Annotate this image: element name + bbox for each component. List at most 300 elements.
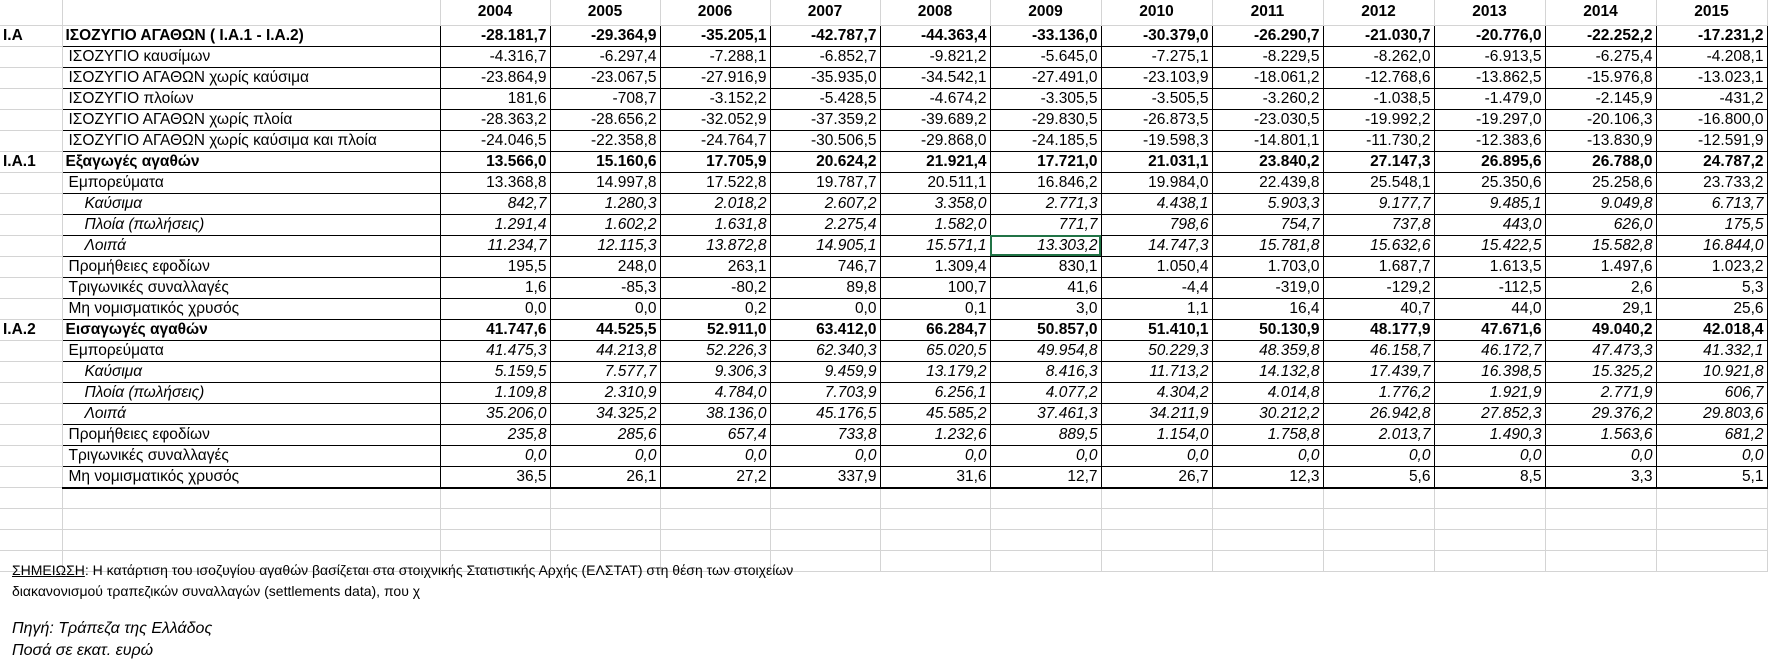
empty-cell[interactable]	[440, 530, 550, 551]
year-header-2013[interactable]: 2013	[1434, 0, 1545, 25]
value-cell[interactable]: -431,2	[1656, 88, 1767, 109]
value-cell[interactable]: -24.046,5	[440, 130, 550, 151]
row-label-cell[interactable]: ΙΣΟΖΥΓΙΟ ΑΓΑΘΩΝ χωρίς καύσιμα και πλοία	[62, 130, 440, 151]
value-cell[interactable]: 15.571,1	[880, 235, 990, 256]
value-cell[interactable]: -29.830,5	[990, 109, 1101, 130]
value-cell[interactable]: 50.229,3	[1101, 340, 1212, 361]
row-code-cell[interactable]	[0, 403, 62, 424]
row-label-cell[interactable]: Λοιπά	[62, 403, 440, 424]
value-cell[interactable]: 626,0	[1545, 214, 1656, 235]
value-cell[interactable]: -18.061,2	[1212, 67, 1323, 88]
value-cell[interactable]: -33.136,0	[990, 25, 1101, 46]
value-cell[interactable]: 46.172,7	[1434, 340, 1545, 361]
row-code-cell[interactable]: I.A.1	[0, 151, 62, 172]
row-code-cell[interactable]	[0, 130, 62, 151]
value-cell[interactable]: -7.288,1	[660, 46, 770, 67]
value-cell[interactable]: 3.358,0	[880, 193, 990, 214]
value-cell[interactable]: 0,0	[1545, 445, 1656, 466]
value-cell[interactable]: 26,7	[1101, 466, 1212, 488]
value-cell[interactable]: 0,0	[1434, 445, 1545, 466]
value-cell[interactable]: 5,3	[1656, 277, 1767, 298]
row-label-cell[interactable]: Μη νομισματικός χρυσός	[62, 298, 440, 319]
empty-cell[interactable]	[770, 488, 880, 509]
row-code-cell[interactable]	[0, 256, 62, 277]
value-cell[interactable]: 0,0	[550, 298, 660, 319]
value-cell[interactable]: 175,5	[1656, 214, 1767, 235]
row-label-cell[interactable]: Πλοία (πωλήσεις)	[62, 214, 440, 235]
value-cell[interactable]: -4,4	[1101, 277, 1212, 298]
value-cell[interactable]: 746,7	[770, 256, 880, 277]
year-header-2006[interactable]: 2006	[660, 0, 770, 25]
value-cell[interactable]: 0,0	[990, 445, 1101, 466]
value-cell[interactable]: 23.733,2	[1656, 172, 1767, 193]
value-cell[interactable]: 34.325,2	[550, 403, 660, 424]
empty-cell[interactable]	[990, 551, 1101, 572]
value-cell[interactable]: 16.398,5	[1434, 361, 1545, 382]
value-cell[interactable]: 12.115,3	[550, 235, 660, 256]
value-cell[interactable]: 100,7	[880, 277, 990, 298]
value-cell[interactable]: 1.023,2	[1656, 256, 1767, 277]
empty-cell[interactable]	[1434, 551, 1545, 572]
value-cell[interactable]: 5,1	[1656, 466, 1767, 488]
value-cell[interactable]: -708,7	[550, 88, 660, 109]
value-cell[interactable]: 29,1	[1545, 298, 1656, 319]
empty-cell[interactable]	[1656, 551, 1767, 572]
value-cell[interactable]: -23.864,9	[440, 67, 550, 88]
value-cell[interactable]: -28.181,7	[440, 25, 550, 46]
value-cell[interactable]: 47.473,3	[1545, 340, 1656, 361]
row-label-cell[interactable]: Εμπορεύματα	[62, 340, 440, 361]
value-cell[interactable]: -3.505,5	[1101, 88, 1212, 109]
empty-cell[interactable]	[1212, 551, 1323, 572]
value-cell[interactable]: 2.310,9	[550, 382, 660, 403]
value-cell[interactable]: -21.030,7	[1323, 25, 1434, 46]
empty-cell[interactable]	[880, 509, 990, 530]
value-cell[interactable]: 26,1	[550, 466, 660, 488]
value-cell[interactable]: 1.309,4	[880, 256, 990, 277]
value-cell[interactable]: 0,0	[1101, 445, 1212, 466]
value-cell[interactable]: -35.205,1	[660, 25, 770, 46]
row-label-cell[interactable]: Προμήθειες εφοδίων	[62, 424, 440, 445]
value-cell[interactable]: 1.109,8	[440, 382, 550, 403]
empty-cell[interactable]	[550, 530, 660, 551]
empty-cell[interactable]	[1434, 488, 1545, 509]
value-cell[interactable]: 1.582,0	[880, 214, 990, 235]
value-cell[interactable]: 337,9	[770, 466, 880, 488]
value-cell[interactable]: 195,5	[440, 256, 550, 277]
value-cell[interactable]: 17.522,8	[660, 172, 770, 193]
value-cell[interactable]: 842,7	[440, 193, 550, 214]
value-cell[interactable]: -20.106,3	[1545, 109, 1656, 130]
value-cell[interactable]: 13.368,8	[440, 172, 550, 193]
value-cell[interactable]: -2.145,9	[1545, 88, 1656, 109]
value-cell[interactable]: 65.020,5	[880, 340, 990, 361]
value-cell[interactable]: 25,6	[1656, 298, 1767, 319]
value-cell[interactable]: 1.050,4	[1101, 256, 1212, 277]
row-code-cell[interactable]	[0, 214, 62, 235]
value-cell[interactable]: 46.158,7	[1323, 340, 1434, 361]
empty-cell[interactable]	[550, 509, 660, 530]
value-cell[interactable]: -24.185,5	[990, 130, 1101, 151]
row-label-cell[interactable]: Καύσιμα	[62, 361, 440, 382]
value-cell[interactable]: 15.781,8	[1212, 235, 1323, 256]
value-cell[interactable]: -80,2	[660, 277, 770, 298]
value-cell[interactable]: 1.631,8	[660, 214, 770, 235]
value-cell[interactable]: -85,3	[550, 277, 660, 298]
row-label-cell[interactable]: Εισαγωγές αγαθών	[62, 319, 440, 340]
value-cell[interactable]: 45.585,2	[880, 403, 990, 424]
row-label-cell[interactable]: ΙΣΟΖΥΓΙΟ ΑΓΑΘΩΝ ( I.A.1 - I.A.2)	[62, 25, 440, 46]
value-cell[interactable]: -28.656,2	[550, 109, 660, 130]
value-cell[interactable]: 10.921,8	[1656, 361, 1767, 382]
value-cell[interactable]: -13.862,5	[1434, 67, 1545, 88]
value-cell[interactable]: -19.297,0	[1434, 109, 1545, 130]
value-cell[interactable]: -1.479,0	[1434, 88, 1545, 109]
empty-cell[interactable]	[1656, 509, 1767, 530]
value-cell[interactable]: -1.038,5	[1323, 88, 1434, 109]
value-cell[interactable]: 66.284,7	[880, 319, 990, 340]
empty-cell[interactable]	[880, 551, 990, 572]
value-cell[interactable]: -19.992,2	[1323, 109, 1434, 130]
value-cell[interactable]: 6.256,1	[880, 382, 990, 403]
value-cell[interactable]: 8,5	[1434, 466, 1545, 488]
value-cell[interactable]: -8.229,5	[1212, 46, 1323, 67]
value-cell[interactable]: 4.438,1	[1101, 193, 1212, 214]
year-header-2012[interactable]: 2012	[1323, 0, 1434, 25]
value-cell[interactable]: 733,8	[770, 424, 880, 445]
value-cell[interactable]: -16.800,0	[1656, 109, 1767, 130]
empty-cell[interactable]	[880, 488, 990, 509]
year-header-2010[interactable]: 2010	[1101, 0, 1212, 25]
row-label-cell[interactable]: Εμπορεύματα	[62, 172, 440, 193]
value-cell[interactable]: 1.602,2	[550, 214, 660, 235]
value-cell[interactable]: -5.428,5	[770, 88, 880, 109]
value-cell[interactable]: 4.077,2	[990, 382, 1101, 403]
value-cell[interactable]: 62.340,3	[770, 340, 880, 361]
year-header-2007[interactable]: 2007	[770, 0, 880, 25]
value-cell[interactable]: 26.942,8	[1323, 403, 1434, 424]
value-cell[interactable]: 89,8	[770, 277, 880, 298]
value-cell[interactable]: 50.857,0	[990, 319, 1101, 340]
value-cell[interactable]: 25.258,6	[1545, 172, 1656, 193]
value-cell[interactable]: 8.416,3	[990, 361, 1101, 382]
value-cell[interactable]: 15.325,2	[1545, 361, 1656, 382]
value-cell[interactable]: 0,0	[1323, 445, 1434, 466]
value-cell[interactable]: -13.023,1	[1656, 67, 1767, 88]
value-cell[interactable]: 12,7	[990, 466, 1101, 488]
value-cell[interactable]: -4.674,2	[880, 88, 990, 109]
empty-cell[interactable]	[1656, 488, 1767, 509]
empty-cell[interactable]	[660, 488, 770, 509]
year-header-2014[interactable]: 2014	[1545, 0, 1656, 25]
row-code-cell[interactable]	[0, 193, 62, 214]
empty-cell[interactable]	[1212, 530, 1323, 551]
empty-cell[interactable]	[0, 509, 62, 530]
value-cell[interactable]: 36,5	[440, 466, 550, 488]
value-cell[interactable]: 0,0	[440, 298, 550, 319]
row-code-cell[interactable]	[0, 298, 62, 319]
row-code-cell[interactable]	[0, 445, 62, 466]
row-code-cell[interactable]	[0, 466, 62, 488]
empty-cell[interactable]	[1656, 530, 1767, 551]
empty-cell[interactable]	[990, 488, 1101, 509]
value-cell[interactable]: 49.040,2	[1545, 319, 1656, 340]
value-cell[interactable]: 1.921,9	[1434, 382, 1545, 403]
value-cell[interactable]: -26.290,7	[1212, 25, 1323, 46]
empty-cell[interactable]	[1545, 551, 1656, 572]
row-label-cell[interactable]: Μη νομισματικός χρυσός	[62, 466, 440, 488]
value-cell[interactable]: 41.747,6	[440, 319, 550, 340]
value-cell[interactable]: 17.705,9	[660, 151, 770, 172]
empty-cell[interactable]	[1101, 551, 1212, 572]
value-cell[interactable]: 0,2	[660, 298, 770, 319]
value-cell[interactable]: -30.379,0	[1101, 25, 1212, 46]
value-cell[interactable]: -319,0	[1212, 277, 1323, 298]
empty-cell[interactable]	[1545, 509, 1656, 530]
value-cell[interactable]: 31,6	[880, 466, 990, 488]
empty-cell[interactable]	[62, 530, 440, 551]
empty-cell[interactable]	[1323, 488, 1434, 509]
value-cell[interactable]: -112,5	[1434, 277, 1545, 298]
value-cell[interactable]: 0,0	[1212, 445, 1323, 466]
value-cell[interactable]: 771,7	[990, 214, 1101, 235]
value-cell[interactable]: 48.177,9	[1323, 319, 1434, 340]
value-cell[interactable]: -28.363,2	[440, 109, 550, 130]
value-cell[interactable]: 1.687,7	[1323, 256, 1434, 277]
value-cell[interactable]: 41,6	[990, 277, 1101, 298]
value-cell[interactable]: -27.916,9	[660, 67, 770, 88]
value-cell[interactable]: 737,8	[1323, 214, 1434, 235]
value-cell[interactable]: 14.132,8	[1212, 361, 1323, 382]
empty-cell[interactable]	[770, 509, 880, 530]
row-code-cell[interactable]	[0, 46, 62, 67]
empty-cell[interactable]	[62, 0, 440, 25]
value-cell[interactable]: 19.984,0	[1101, 172, 1212, 193]
value-cell[interactable]: 25.350,6	[1434, 172, 1545, 193]
value-cell[interactable]: -23.067,5	[550, 67, 660, 88]
empty-cell[interactable]	[880, 530, 990, 551]
value-cell[interactable]: 41.332,1	[1656, 340, 1767, 361]
value-cell[interactable]: 15.160,6	[550, 151, 660, 172]
value-cell[interactable]: -6.275,4	[1545, 46, 1656, 67]
value-cell[interactable]: 38.136,0	[660, 403, 770, 424]
value-cell[interactable]: 42.018,4	[1656, 319, 1767, 340]
value-cell[interactable]: -6.913,5	[1434, 46, 1545, 67]
value-cell[interactable]: 63.412,0	[770, 319, 880, 340]
value-cell[interactable]: -3.152,2	[660, 88, 770, 109]
value-cell[interactable]: 47.671,6	[1434, 319, 1545, 340]
value-cell[interactable]: 9.485,1	[1434, 193, 1545, 214]
value-cell[interactable]: 4.784,0	[660, 382, 770, 403]
value-cell[interactable]: -11.730,2	[1323, 130, 1434, 151]
value-cell[interactable]: 889,5	[990, 424, 1101, 445]
value-cell[interactable]: -6.852,7	[770, 46, 880, 67]
value-cell[interactable]: 26.895,6	[1434, 151, 1545, 172]
value-cell[interactable]: 29.803,6	[1656, 403, 1767, 424]
value-cell[interactable]: 0,0	[660, 445, 770, 466]
value-cell[interactable]: 1,1	[1101, 298, 1212, 319]
value-cell[interactable]: 1.776,2	[1323, 382, 1434, 403]
value-cell[interactable]: -29.364,9	[550, 25, 660, 46]
row-label-cell[interactable]: Προμήθειες εφοδίων	[62, 256, 440, 277]
row-label-cell[interactable]: Τριγωνικές συναλλαγές	[62, 445, 440, 466]
value-cell[interactable]: 248,0	[550, 256, 660, 277]
value-cell[interactable]: 14.905,1	[770, 235, 880, 256]
value-cell[interactable]: 1.154,0	[1101, 424, 1212, 445]
value-cell[interactable]: 2.607,2	[770, 193, 880, 214]
row-code-cell[interactable]: I.A	[0, 25, 62, 46]
value-cell[interactable]: 21.921,4	[880, 151, 990, 172]
row-code-cell[interactable]	[0, 340, 62, 361]
value-cell[interactable]: 44.213,8	[550, 340, 660, 361]
value-cell[interactable]: 2.018,2	[660, 193, 770, 214]
empty-cell[interactable]	[1323, 530, 1434, 551]
value-cell[interactable]: 14.997,8	[550, 172, 660, 193]
empty-cell[interactable]	[0, 530, 62, 551]
value-cell[interactable]: -23.103,9	[1101, 67, 1212, 88]
value-cell[interactable]: 0,0	[550, 445, 660, 466]
value-cell[interactable]: 657,4	[660, 424, 770, 445]
value-cell[interactable]: 0,0	[1656, 445, 1767, 466]
year-header-2015[interactable]: 2015	[1656, 0, 1767, 25]
value-cell[interactable]: 17.721,0	[990, 151, 1101, 172]
value-cell[interactable]: -30.506,5	[770, 130, 880, 151]
empty-cell[interactable]	[1212, 509, 1323, 530]
empty-cell[interactable]	[1323, 551, 1434, 572]
value-cell[interactable]: -42.787,7	[770, 25, 880, 46]
value-cell[interactable]: 1.563,6	[1545, 424, 1656, 445]
value-cell[interactable]: -22.358,8	[550, 130, 660, 151]
value-cell[interactable]: 0,0	[440, 445, 550, 466]
value-cell[interactable]: 285,6	[550, 424, 660, 445]
value-cell[interactable]: 0,0	[770, 445, 880, 466]
row-code-cell[interactable]	[0, 235, 62, 256]
value-cell[interactable]: 34.211,9	[1101, 403, 1212, 424]
value-cell[interactable]: 5.903,3	[1212, 193, 1323, 214]
value-cell[interactable]: -23.030,5	[1212, 109, 1323, 130]
value-cell[interactable]: 25.548,1	[1323, 172, 1434, 193]
value-cell[interactable]: 13.566,0	[440, 151, 550, 172]
value-cell[interactable]: 20.511,1	[880, 172, 990, 193]
value-cell[interactable]: -5.645,0	[990, 46, 1101, 67]
value-cell[interactable]: 9.459,9	[770, 361, 880, 382]
value-cell[interactable]: -12.383,6	[1434, 130, 1545, 151]
value-cell[interactable]: 4.014,8	[1212, 382, 1323, 403]
value-cell[interactable]: -12.591,9	[1656, 130, 1767, 151]
row-code-cell[interactable]	[0, 109, 62, 130]
value-cell[interactable]: 22.439,8	[1212, 172, 1323, 193]
value-cell[interactable]: -7.275,1	[1101, 46, 1212, 67]
value-cell[interactable]: 1.291,4	[440, 214, 550, 235]
value-cell[interactable]: 29.376,2	[1545, 403, 1656, 424]
empty-cell[interactable]	[550, 488, 660, 509]
value-cell[interactable]: 4.304,2	[1101, 382, 1212, 403]
value-cell[interactable]: 2.771,3	[990, 193, 1101, 214]
value-cell[interactable]: 9.177,7	[1323, 193, 1434, 214]
empty-cell[interactable]	[770, 530, 880, 551]
empty-cell[interactable]	[1545, 488, 1656, 509]
value-cell[interactable]: 52.226,3	[660, 340, 770, 361]
value-cell[interactable]: 41.475,3	[440, 340, 550, 361]
value-cell[interactable]: 1.613,5	[1434, 256, 1545, 277]
value-cell[interactable]: 181,6	[440, 88, 550, 109]
value-cell[interactable]: 15.632,6	[1323, 235, 1434, 256]
empty-cell[interactable]	[62, 488, 440, 509]
value-cell[interactable]: 9.306,3	[660, 361, 770, 382]
value-cell[interactable]: 16,4	[1212, 298, 1323, 319]
value-cell[interactable]: 17.439,7	[1323, 361, 1434, 382]
value-cell[interactable]: 1.490,3	[1434, 424, 1545, 445]
value-cell[interactable]: 20.624,2	[770, 151, 880, 172]
row-label-cell[interactable]: Καύσιμα	[62, 193, 440, 214]
empty-cell[interactable]	[990, 509, 1101, 530]
value-cell[interactable]: 0,1	[880, 298, 990, 319]
value-cell[interactable]: 11.234,7	[440, 235, 550, 256]
value-cell[interactable]: 1.497,6	[1545, 256, 1656, 277]
row-code-cell[interactable]	[0, 424, 62, 445]
value-cell[interactable]: -37.359,2	[770, 109, 880, 130]
value-cell[interactable]: 1.232,6	[880, 424, 990, 445]
value-cell[interactable]: 51.410,1	[1101, 319, 1212, 340]
value-cell[interactable]: -35.935,0	[770, 67, 880, 88]
value-cell[interactable]: 19.787,7	[770, 172, 880, 193]
row-label-cell[interactable]: ΙΣΟΖΥΓΙΟ ΑΓΑΘΩΝ χωρίς πλοία	[62, 109, 440, 130]
value-cell[interactable]: 23.840,2	[1212, 151, 1323, 172]
value-cell[interactable]: 754,7	[1212, 214, 1323, 235]
value-cell[interactable]: 2.275,4	[770, 214, 880, 235]
empty-cell[interactable]	[62, 509, 440, 530]
empty-cell[interactable]	[660, 530, 770, 551]
value-cell[interactable]: 21.031,1	[1101, 151, 1212, 172]
row-code-cell[interactable]	[0, 88, 62, 109]
value-cell[interactable]: 49.954,8	[990, 340, 1101, 361]
value-cell[interactable]: -4.208,1	[1656, 46, 1767, 67]
value-cell[interactable]: -9.821,2	[880, 46, 990, 67]
value-cell[interactable]: 1.758,8	[1212, 424, 1323, 445]
value-cell[interactable]: 7.703,9	[770, 382, 880, 403]
year-header-2009[interactable]: 2009	[990, 0, 1101, 25]
value-cell[interactable]: 30.212,2	[1212, 403, 1323, 424]
value-cell[interactable]: 6.713,7	[1656, 193, 1767, 214]
value-cell[interactable]: 27.147,3	[1323, 151, 1434, 172]
value-cell[interactable]: 12,3	[1212, 466, 1323, 488]
value-cell[interactable]: 2,6	[1545, 277, 1656, 298]
value-cell[interactable]: -3.260,2	[1212, 88, 1323, 109]
value-cell[interactable]: 0,0	[880, 445, 990, 466]
value-cell[interactable]: 13.872,8	[660, 235, 770, 256]
value-cell[interactable]: -15.976,8	[1545, 67, 1656, 88]
row-label-cell[interactable]: ΙΣΟΖΥΓΙΟ καυσίμων	[62, 46, 440, 67]
value-cell[interactable]: 2.771,9	[1545, 382, 1656, 403]
value-cell[interactable]: 830,1	[990, 256, 1101, 277]
value-cell[interactable]: 1,6	[440, 277, 550, 298]
empty-cell[interactable]	[1434, 509, 1545, 530]
empty-cell[interactable]	[0, 0, 62, 25]
value-cell[interactable]: 16.846,2	[990, 172, 1101, 193]
value-cell[interactable]: 798,6	[1101, 214, 1212, 235]
year-header-2011[interactable]: 2011	[1212, 0, 1323, 25]
value-cell[interactable]: 27,2	[660, 466, 770, 488]
value-cell[interactable]: -4.316,7	[440, 46, 550, 67]
value-cell[interactable]: -13.830,9	[1545, 130, 1656, 151]
value-cell[interactable]: 681,2	[1656, 424, 1767, 445]
value-cell[interactable]: 235,8	[440, 424, 550, 445]
row-label-cell[interactable]: Πλοία (πωλήσεις)	[62, 382, 440, 403]
value-cell[interactable]: -129,2	[1323, 277, 1434, 298]
empty-cell[interactable]	[990, 530, 1101, 551]
value-cell[interactable]: 24.787,2	[1656, 151, 1767, 172]
value-cell[interactable]: 44,0	[1434, 298, 1545, 319]
